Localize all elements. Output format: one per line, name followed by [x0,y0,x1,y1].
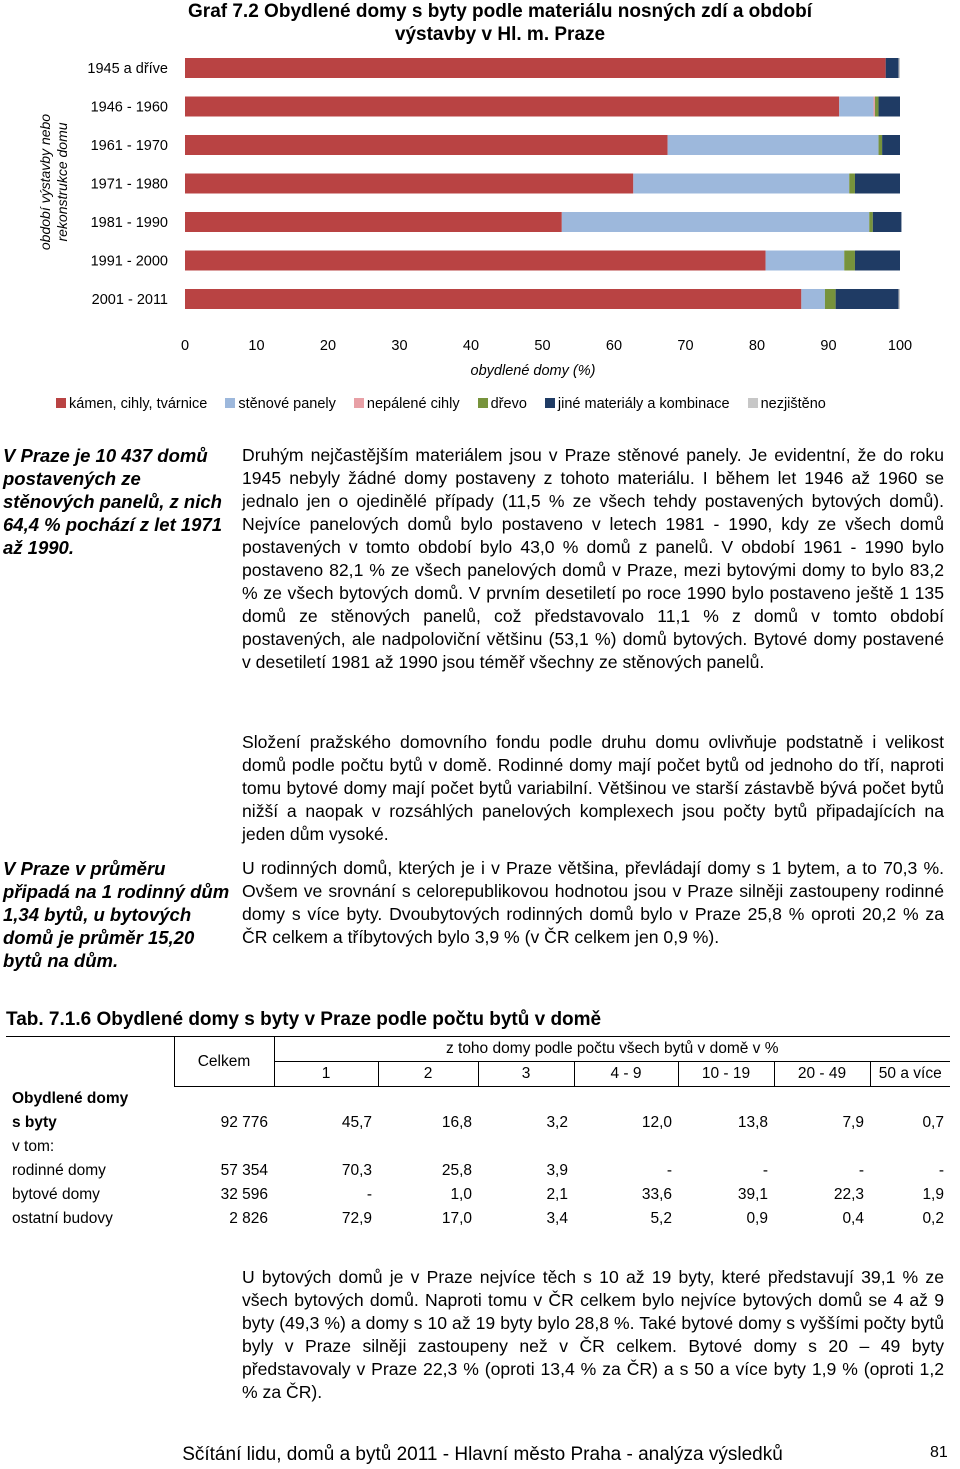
y-axis-title-line1: období výstavby nebo [37,113,53,251]
paragraph-apartment-buildings: U bytových domů je v Praze nejvíce těch s 10 až 19 byty, které představují 39,1 % ze všech bytových domů. Naproti tomu v ČR celkem bylo nejvíce bytových domů se 4 až 9 byty (49,3 %) a domy s 10 až 19 byty bylo 28,8 %. Také bytové domy s vyššími počty bytů byly v Praze silněji zastoupeny než v ČR celkem. Bytové domy s 20 – 49 byty představovaly v Praze 22,3 % (oproti 13,4 % za ČR) a s 50 a více byty 1,9 % (oproti 1,2 % za ČR). [242,1267,944,1402]
chart-legend [56,396,956,412]
row-total: 32 596 [220,1186,268,1203]
x-tick-9: 90 [820,338,837,354]
table-cell: 33,6 [641,1186,672,1203]
bar-segment-4-3 [869,212,873,232]
row-label: rodinné domy [12,1162,106,1179]
table-cell: 17,0 [441,1210,472,1227]
legend-item-1 [225,396,336,412]
table-cell: - [938,1162,944,1179]
bar-segment-2-3 [879,135,883,155]
table-cell: 25,8 [441,1162,472,1179]
bar-segment-0-5 [899,58,900,78]
bar-segment-4-4 [873,212,902,232]
x-tick-0: 0 [180,338,190,354]
x-tick-2: 20 [319,338,337,354]
x-tick-labels [181,338,912,354]
table-cell: 5,2 [650,1210,672,1227]
table-cell: 1,9 [922,1186,944,1203]
table-cell: 1,0 [450,1186,472,1203]
category-label-1: 1946 - 1960 [90,99,168,116]
legend-swatch-1 [225,398,235,408]
row-label: s byty [12,1114,57,1131]
table-row [6,1183,950,1207]
side-note-average: V Praze v průměru připadá na 1 rodinný dům 1,34 bytů, u bytových domů je průměr 15,20 bytů na dům. [3,858,230,971]
legend-label-4: jiné materiály a kombinace [557,396,730,412]
table-cell: 3,2 [546,1114,568,1131]
table-cell: 72,9 [341,1210,372,1227]
row-total: 57 354 [220,1162,268,1179]
x-tick-5: 50 [534,338,551,354]
table-cell: 0,4 [842,1210,864,1227]
bar-segment-2-0 [185,135,668,155]
bar-segment-1-4 [879,97,900,117]
table-cell: 22,3 [833,1186,864,1203]
row-label: Obydlené domy [12,1089,129,1107]
bar-segment-1-0 [185,97,839,117]
header-total: Celkem [174,1037,274,1087]
chart-title-line1: Graf 7.2 Obydlené domy s byty podle materiálu nosných zdí a období [188,1,812,22]
bar-segment-4-0 [185,212,562,232]
table-cell: - [858,1162,864,1179]
bar-segment-3-4 [855,174,900,194]
column-header-4: 10 - 19 [678,1062,774,1087]
table-row [6,1111,950,1135]
table-cell: 12,0 [641,1114,672,1131]
table-cell: 0,9 [746,1210,768,1227]
legend-label-5: nezjištěno [760,396,826,412]
bars-layer [185,58,901,309]
stacked-bar-chart [0,0,960,390]
table-title: Tab. 7.1.6 Obydlené domy s byty v Praze podle počtu bytů v domě [6,1009,602,1030]
legend-item-5 [748,396,826,412]
side-note-panels: V Praze je 10 437 domů postavených ze stěnových panelů, z nich 64,4 % pochází z let 1971 až 1990. [3,445,223,558]
bar-segment-0-4 [886,58,899,78]
bar-segment-6-5 [899,289,900,309]
x-tick-8: 80 [748,338,766,354]
chart-title-line2: výstavby v Hl. m. Praze [394,24,606,45]
legend-label-3: dřevo [490,396,527,412]
table-cell: 3,9 [546,1162,568,1179]
bar-segment-6-4 [836,289,899,309]
legend-swatch-2 [354,398,364,408]
legend-label-1: stěnové panely [238,396,336,412]
row-total: 2 826 [229,1210,268,1227]
bar-segment-2-1 [668,135,879,155]
category-label-2: 1961 - 1970 [90,138,168,154]
bar-segment-1-3 [875,97,879,117]
row-total: 92 776 [220,1114,268,1131]
bar-segment-4-1 [562,212,869,232]
x-tick-1: 10 [248,338,265,354]
table-cell: 39,1 [737,1186,768,1203]
x-tick-10: 100 [887,338,913,354]
x-tick-4: 40 [462,338,480,354]
legend-label-0: kámen, cihly, tvárnice [69,396,208,412]
column-header-0: 1 [274,1062,378,1087]
dwellings-table [6,1036,950,1231]
category-label-3: 1971 - 1980 [90,176,168,193]
bar-segment-5-0 [185,251,766,271]
column-header-6: 50 a více [870,1062,950,1087]
table-cell: 7,9 [842,1114,864,1131]
row-label: v tom: [12,1138,55,1155]
table-cell: 45,7 [341,1114,372,1131]
table-cell: - [666,1162,672,1179]
legend-label-2: nepálené cihly [366,396,460,412]
table-cell: 16,8 [441,1114,472,1131]
table-row [6,1159,950,1183]
table-cell: 0,2 [922,1210,944,1227]
footer-title: Sčítání lidu, domů a bytů 2011 - Hlavní město Praha - analýza výsledků [182,1444,783,1465]
legend-swatch-4 [545,398,555,408]
row-label: ostatní budovy [12,1210,113,1227]
bar-segment-5-1 [766,251,845,271]
table-row [6,1135,950,1159]
bar-segment-5-4 [855,251,900,271]
legend-swatch-5 [748,398,758,408]
legend-item-0 [56,396,207,412]
paragraph-panels: Druhým nejčastějším materiálem jsou v Praze stěnové panely. Je evidentní, že do roku 1945 nebyly žádné domy postaveny z tohoto materiálu. I během let 1946 až 1960 se jednalo jen o ojedinělé případy (11,5 % ze všech tehdy postavených bytových domů). Nejvíce panelových domů bylo postaveno v letech 1981 - 1990, kdy ze všech domů postavených v tomto období bylo 43,0 % domů z panelů. V období 1961 - 1990 bylo postaveno 82,1 % ze všech panelových domů v Praze, mezi bytovými domy to bylo 83,2 % ze všech bytových domů. V prvním desetiletí po roce 1990 bylo postaveno ještě 1 135 domů ze stěnových panelů, což představovalo 11,1 % z domů v tomto období postavených, ale nadpoloviční většinu (53,1 %) domů bytových. Bytové domy postavené v desetiletí 1981 až 1990 jsou téměř všechny ze stěnových panelů. [242,445,944,672]
table-row [6,1087,950,1112]
bar-segment-6-0 [185,289,801,309]
x-tick-3: 30 [391,338,408,354]
bar-segment-2-4 [882,135,900,155]
row-label: bytové domy [12,1186,100,1203]
category-labels [87,61,168,308]
bar-segment-5-3 [844,251,855,271]
column-header-1: 2 [378,1062,478,1087]
table-cell: - [366,1186,372,1203]
paragraph-housing-stock: Složení pražského domovního fondu podle druhu domu ovlivňuje podstatně i velikost domů podle počtu bytů v domě. Rodinné domy mají počet bytů od jednoho do tří, naproti tomu bytové domy mají počet bytů variabilní. Většinou ve starší zástavbě bývá počet bytů nižší a naopak v rozsáhlých panelových komplexech jsou počty bytů připadajících na jeden dům vysoké. [242,732,944,844]
bar-segment-6-1 [801,289,825,309]
table-cell: 2,1 [546,1186,568,1203]
legend-swatch-3 [478,398,488,408]
table-cell: 3,4 [546,1210,568,1227]
column-header-3: 4 - 9 [574,1062,678,1087]
paragraph-family-houses: U rodinných domů, kterých je i v Praze většina, převládají domy s 1 bytem, a to 70,3 %. Ovšem ve srovnání s celorepublikovou hodnotou jsou v Praze silněji zastoupeny rodinné domy s více byty. Dvoubytových rodinných domů bylo v Praze 25,8 % oproti 20,2 % za ČR celkem a tříbytových bylo 3,9 % (v ČR celkem jen 0,9 %). [242,858,944,947]
bar-segment-6-3 [825,289,836,309]
page-number: 81 [930,1444,948,1461]
table-cell: 13,8 [737,1114,768,1131]
category-label-4: 1981 - 1990 [90,215,168,231]
x-tick-7: 70 [677,338,694,354]
table-row [6,1207,950,1231]
category-label-0: 1945 a dříve [87,61,168,77]
bar-segment-3-1 [633,174,849,194]
y-axis-title-line2: rekonstrukce domu [54,122,70,242]
bar-segment-0-0 [185,58,886,78]
bar-segment-1-2 [874,97,875,117]
x-axis-title: obydlené domy (%) [470,363,596,379]
category-label-6: 2001 - 2011 [91,292,168,308]
legend-item-4 [545,396,730,412]
bar-segment-3-0 [185,174,633,194]
bar-segment-1-1 [839,97,873,117]
bar-segment-3-3 [849,174,855,194]
x-tick-6: 60 [605,338,623,354]
column-header-2: 3 [478,1062,574,1087]
legend-item-2 [354,396,460,412]
table-cell: 0,7 [922,1114,944,1131]
table-cell: 70,3 [341,1162,372,1179]
table-cell: - [762,1162,768,1179]
column-header-5: 20 - 49 [774,1062,870,1087]
legend-item-3 [478,396,527,412]
header-group: z toho domy podle počtu všech bytů v domě v % [274,1037,950,1062]
category-label-5: 1991 - 2000 [90,253,168,270]
legend-swatch-0 [56,398,66,408]
